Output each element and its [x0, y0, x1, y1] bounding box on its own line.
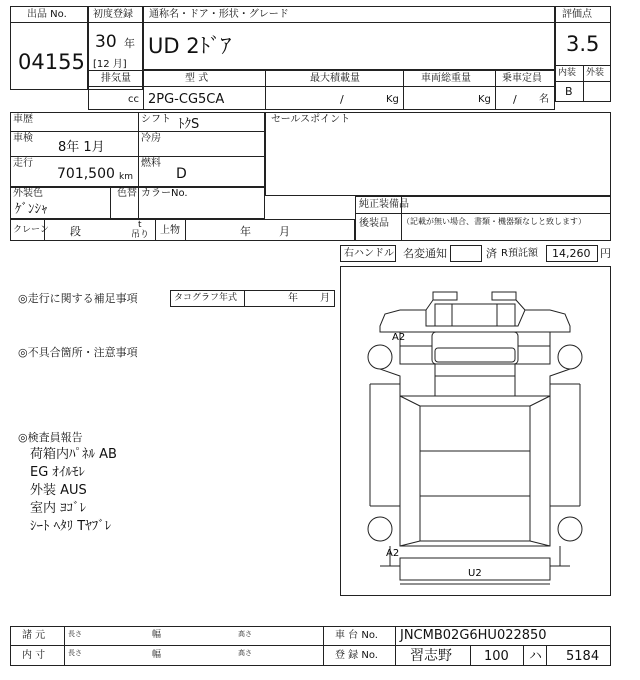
width-label: 幅	[152, 650, 162, 660]
crane-label: クレーン	[13, 225, 49, 235]
height-label: 高さ	[238, 649, 252, 657]
year-unit: 年	[124, 37, 135, 50]
max-load-value: /	[340, 93, 344, 106]
damage-mark: U2	[468, 568, 482, 579]
crane-block	[10, 219, 355, 241]
inspector-line: ｼｰﾄ ﾍﾀﾘ Tﾔﾌﾞﾚ	[30, 519, 112, 534]
first-registration-month: [12 月]	[93, 59, 127, 70]
crane-stage: 段	[70, 225, 81, 238]
interior-label: 内装	[558, 68, 577, 78]
lot-number: 04155	[18, 50, 85, 74]
length-label: 長さ	[68, 630, 82, 638]
first-registration-year: 30	[95, 32, 117, 52]
recycle-unit: 円	[600, 247, 611, 260]
tachograph-month: 月	[320, 293, 330, 304]
inspector-line: 外装 AUS	[30, 483, 87, 498]
capacity-value: /	[513, 93, 517, 106]
registration-kana: ハ	[529, 649, 543, 664]
damage-mark: A2	[392, 332, 406, 343]
mileage-value: 701,500	[57, 166, 115, 182]
first-registration-label: 初度登録	[93, 9, 133, 20]
fuel-label: 燃料	[141, 158, 161, 169]
inspector-report-label: ◎検査員報告	[18, 431, 83, 444]
interior-grade: B	[565, 85, 573, 98]
chassis-label: 車 台 No.	[335, 630, 378, 641]
genuine-equipment-label: 純正装備品	[359, 199, 409, 210]
registration-label: 登 録 No.	[335, 650, 378, 661]
recycle-deposit-label: R預託額	[501, 248, 538, 259]
recycle-status: 済	[486, 247, 497, 260]
mileage-unit: km	[119, 172, 133, 182]
inspector-line: 荷箱内ﾊﾟﾈﾙ AB	[30, 447, 117, 462]
shift-label: シフト	[141, 114, 171, 125]
color-label: 外装色	[13, 188, 43, 199]
truck-diagram	[340, 266, 611, 596]
defects-label: ◎不具合箇所・注意事項	[18, 346, 138, 359]
title-change-box	[450, 245, 482, 262]
tachograph-label: タコグラフ年式	[174, 293, 238, 303]
body-month: 月	[279, 225, 290, 238]
sales-point-label: セールスポイント	[271, 114, 351, 125]
length-label: 長さ	[68, 649, 82, 657]
driving-notes-label: ◎走行に関する補足事項	[18, 292, 138, 305]
mileage-label: 走行	[13, 158, 33, 169]
body-year: 年	[240, 225, 251, 238]
title-change-label: 名変通知	[403, 247, 447, 260]
history-label: 車歴	[13, 114, 33, 125]
max-load-label: 最大積載量	[310, 73, 360, 84]
color-no-label: カラーNo.	[141, 188, 188, 199]
inspector-line: EG ｵｲﾙﾓﾚ	[30, 465, 85, 480]
shift-value: ﾄｸS	[178, 117, 200, 132]
color-change-label: 色替	[117, 188, 137, 199]
lot-number-label: 出品 No.	[27, 9, 67, 20]
inspector-line: 室内 ﾖｺﾞﾚ	[30, 501, 87, 516]
capacity-label: 乗車定員	[502, 73, 542, 84]
body-label: 上物	[160, 225, 180, 236]
score-label: 評価点	[562, 9, 592, 20]
max-load-unit: Kg	[386, 94, 399, 105]
car-name: UD 2ﾄﾞｱ	[148, 34, 232, 58]
ac-label: 冷房	[141, 133, 161, 144]
color-value: ｹﾞﾝｼｬ	[15, 202, 48, 217]
chassis-number: JNCMB02G6HU022850	[400, 628, 547, 643]
registration-class: 100	[484, 649, 509, 664]
model-code: 2PG-CG5CA	[148, 92, 225, 107]
evaluation-score: 3.5	[566, 32, 600, 56]
height-label: 高さ	[238, 630, 252, 638]
displacement-unit: cc	[128, 94, 139, 105]
aftermarket-note: （記載が無い場合、書類・機器類なしと致します）	[402, 217, 586, 226]
tachograph-year: 年	[288, 293, 298, 304]
damage-mark: A2	[386, 548, 400, 559]
capacity-unit: 名	[539, 94, 549, 105]
exterior-label: 外装	[586, 68, 605, 78]
car-name-label: 通称名・ドア・形状・グレード	[149, 9, 289, 20]
crane-ton: t	[138, 220, 142, 230]
crane-hanging: 吊り	[131, 230, 150, 240]
registration-number: 5184	[566, 649, 600, 664]
fuel-value: D	[176, 166, 187, 182]
displacement-label: 排気量	[101, 73, 131, 84]
shaken-label: 車検	[13, 133, 33, 144]
gross-weight-unit: Kg	[478, 94, 491, 105]
model-label: 型 式	[185, 73, 209, 84]
gross-weight-label: 車両総重量	[421, 73, 471, 84]
recycle-deposit: 14,260	[552, 247, 591, 260]
shaken-value: 8年 1月	[58, 140, 105, 155]
specs-label: 諸 元	[22, 630, 46, 641]
width-label: 幅	[152, 630, 162, 640]
inner-dim-label: 内 寸	[22, 650, 46, 661]
handle-side: 右ハンドル	[344, 248, 394, 259]
registration-area: 習志野	[410, 648, 452, 664]
aftermarket-label: 後装品	[359, 218, 389, 229]
